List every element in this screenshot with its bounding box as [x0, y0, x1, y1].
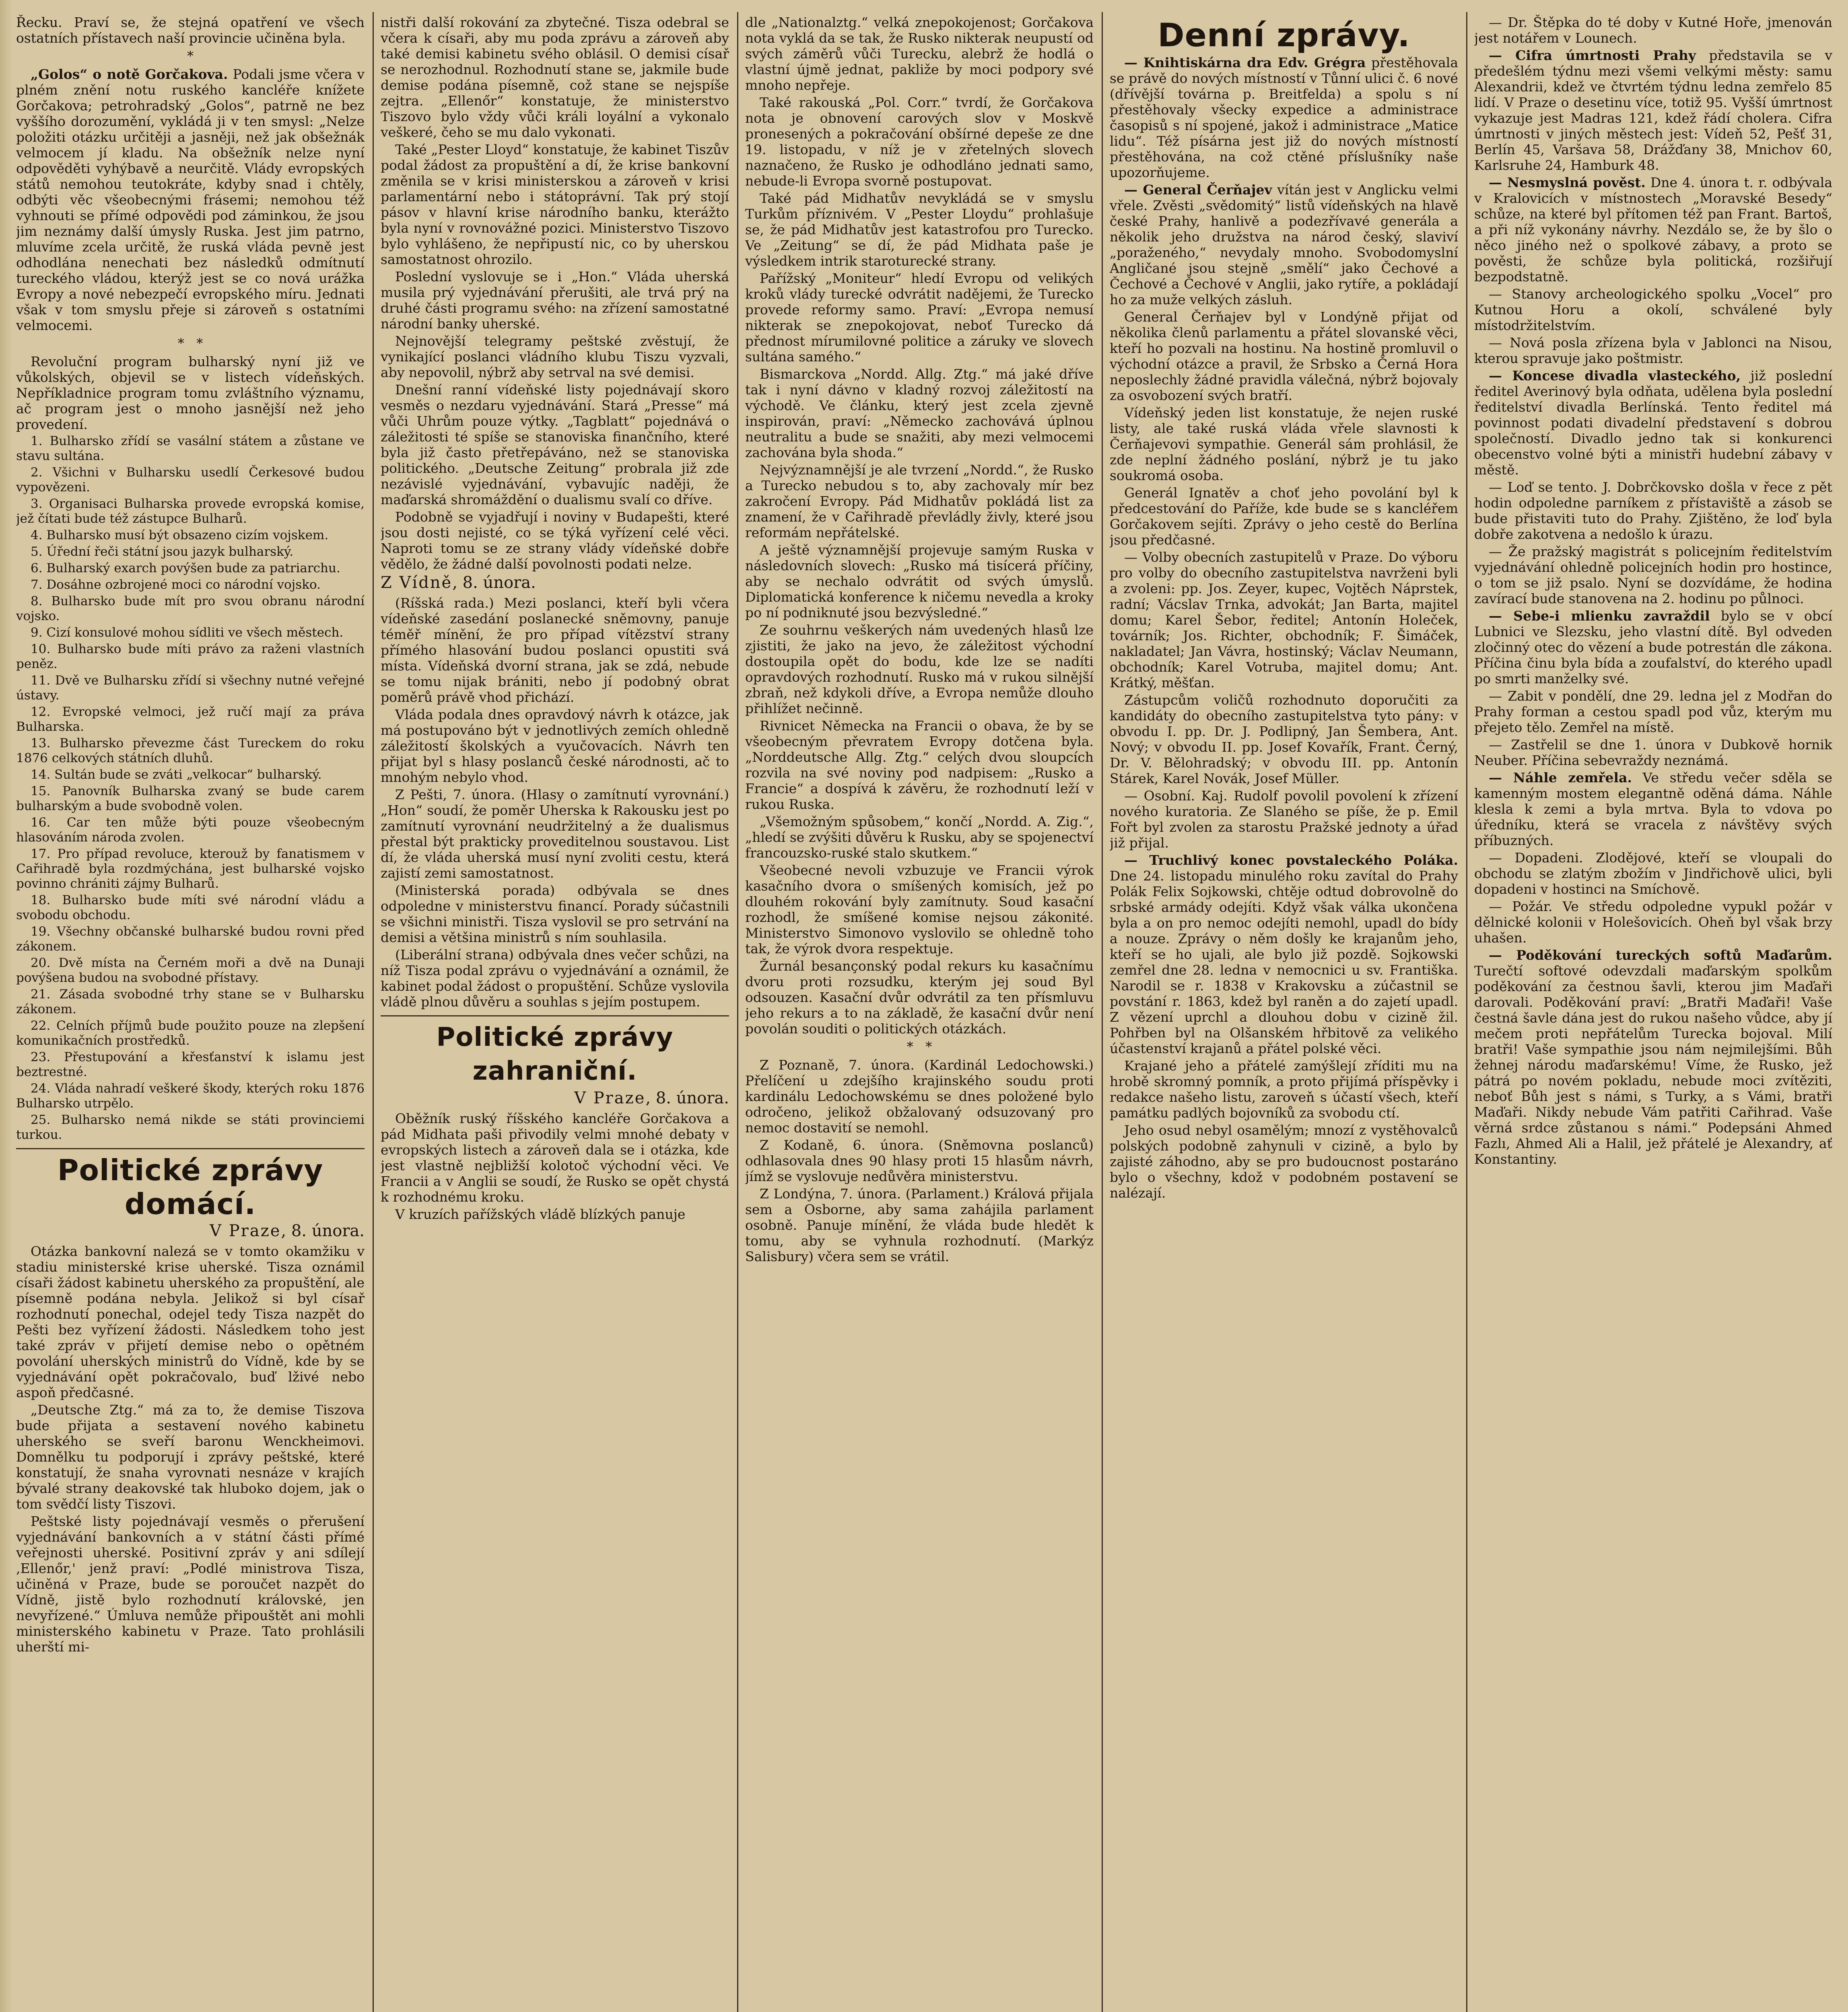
article-text: Z Kodaně, 6. února. (Sněmovna poslanců) odhlasovala dnes 90 hlasy proti 15 hlasům návrh, jímž se vyslovuje nedůvěra ministerstvu.	[745, 1137, 1094, 1184]
article-text: Rivnicet Německa na Francii o obava, že by se všeobecným převratem Evropy dotčena byla. „Norddeutsche Allg. Ztg.“ celých dvou sloupcích rozvila na své noviny pod nadpisem: „Rusko a Francie“ a dospívá k závěru, že rozhodnutí leží v rukou Ruska.	[745, 718, 1094, 812]
article-text	[1474, 368, 1832, 478]
article-text: Vláda podala dnes opravdový návrh k otázce, jak má postupováno být v jednotlivých zemích ohledně záležitostí školských a vyučovacích. Návrh ten přijat byl s hlasy poslanců české národnosti, ač to mnohým nebylo vhod.	[381, 707, 729, 785]
section-title-foreign: Politické zprávy zahraniční.	[436, 1022, 674, 1086]
article-text: Podobně se vyjadřují i noviny v Budapešti, které jsou dosti nejisté, co se týká vyřízení celé věci. Naproti tomu se ze strany vlády vídeňské dobře vědělo, že žádné další povolnosti podati nelze.	[381, 509, 729, 572]
article-text	[16, 66, 365, 333]
article-text: „Všemožným spůsobem,“ končí „Nordd. A. Zig.“, „hledí se zvýšiti důvěru k Rusku, aby se spojenectví francouzsko-ruské stalo skutkem.“	[745, 814, 1094, 861]
column-2	[381, 14, 729, 2012]
article-text: (Ministerská porada) odbývala se dnes odpoledne v ministerstvu financí. Porady súčastnili se všichni ministři. Tisza vyslovil se pro setrvání na demisi a většina ministrů s ním souhlasila.	[381, 882, 729, 945]
list-item: 21. Zásada svobodné trhy stane se v Bulharsku zákonem.	[16, 987, 365, 1016]
list-item: 18. Bulharsko bude míti své národní vládu a svobodu obchodu.	[16, 893, 365, 922]
article-text: Krajané jeho a přátelé zamýšlejí zříditi mu na hrobě skromný pomník, a proto přijímá příspěvky i redakce našeho listu, zaroveň s účastí všech, kteří památku padlých bojovníků za svobodu ctí.	[1110, 1058, 1458, 1121]
list-item: 11. Dvě ve Bulharsku zřídí si všechny nutné veřejné ústavy.	[16, 673, 365, 703]
article-text	[1110, 182, 1458, 307]
list-item: 7. Dosáhne ozbrojené moci co národní vojsko.	[31, 577, 321, 592]
dateline: V Praze, 8. února.	[574, 1089, 729, 1107]
article-text: Řecku. Praví se, že stejná opatření ve všech ostatních přístavech naší provincie učiněna byla.	[16, 14, 365, 46]
article-text: Nejnovější telegramy peštské zvěstují, že vynikající poslanci vládního klubu Tiszu vyzvali, aby nepovolil, nýbrž aby setrval na své demisi.	[381, 333, 729, 380]
list-item: 23. Přestupování a křesťanství k islamu jest beztrestné.	[16, 1050, 365, 1079]
article-text: Z Poznaně, 7. února. (Kardinál Ledochowski.) Přelíčení u zdejšího krajinského soudu proti kardinálu Ledochowskému se dnes položené bylo odročeno, jelikož obžalovaný odsuzovaný pro nemoc dostavití se nemohl.	[745, 1057, 1094, 1136]
column-rule	[1466, 12, 1467, 2012]
list-item: 14. Sultán bude se zváti „velkocar“ bulharský.	[31, 767, 322, 782]
column-1: Řecku. Praví se, že stejná opatření ve všech ostatních přístavech naší provincie učiněna byla. * „Golos“ o notě Gorčakova. Podali jsme včera v plném znění notu ruského kancléře knížete Gorčakova; petrohradský „Golos“, patrně ne bez vyššího dorozumění, vykládá ji v ten smysl: „Nelze položiti otázku určitěji a jasněji, než jak obšežnák velmocem jí kladu. Na obšežník nelze nyní odpověděti vyhýbavě a neurčitě. Vlády evropských států nemohou teutokráte, kdyby snad i chtěly, odbýti věc všeobecnými frásemi; nemohou též vyhnouti se přímé odpovědi pod záminkou, že jsou jim neznámy další úmysly Ruska. Jest jim patrno, mluvíme zcela určitě, že ruská vláda pevně jest odhodlána nenechati bez následků odmítnutí tureckého vládou, kterýž jest se co nová urážka Evropy a nové nebezpečí evropského míru. Jednati však v tom smyslu přeje si zároveň s ostatními velmocemi. * * Revoluční program bulharský nyní již ve vůkolských, objevil se v listech vídeňských. Nepříkladnice program tomu zvláštního významu, ač program jest o mnoho jasnější než jeho provedení. 1. Bulharsko zřídí se vasální státem a zůstane ve stavu sultána. 2. Všichni v Bulharsku usedlí Čerkesové budou vypovězeni. 3. Organisaci Bulharska provede evropská komise, jež čítati bude též zástupce Bulharů. 4. Bulharsko musí být obsazeno cizím vojskem. 5. Úřední řeči státní jsou jazyk bulharský. 6. Bulharský exarch povýšen bude za patriarchu. 7. Dosáhne ozbrojené moci co národní vojsko. 8. Bulharsko bude mít pro svou obranu národní vojsko. 9. Cizí konsulové mohou sídliti ve všech městech. 10. Bulharsko bude míti právo za raženi vlastních peněz. 11. Dvě ve Bulharsku zřídí si všechny nutné veřejné ústavy. 12. Evropské velmoci, jež ručí mají za práva Bulharska. 13. Bulharsko převezme část Tureckem do roku 1876 celkových státních dluhů. 14. Sultán bude se zváti „velkocar“ bulharský. 15. Panovník Bulharska zvaný se bude carem bulharským a bude svobodně volen. 16. Car ten může býti pouze všeobecným hlasováním národa zvolen. 17. Pro případ revoluce, kterouž by fanatismem v Cařihradě byla rozdmýchána, jest bulharské vojsko povinno chrániti zájmy Bulharů. 18. Bulharsko bude míti své národní vládu a svobodu obchodu. 19. Všechny občanské bulharské budou rovni před zákonem. 20. Dvě místa na Černém moři a dvě na Dunaji povýšena budou na svobodné přístavy. 21. Zásada svobodné trhy stane se v Bulharsku zákonem. 22. Celních příjmů bude použito pouze na zlepšení komunikačních prostředků. 23. Přestupování a křesťanství k islamu jest beztrestné. 24. Vláda nahradí veškeré škody, kterých roku 1876 Bulharsko utrpělo. 25. Bulharsko nemá nikde se státi provinciemi turkou. Politické zprávy domácí. V Praze, 8. února. Otázka bankovní nalezá se v tomto okamžiku v stadiu ministerské krise uherské. Tisza oznámil císaři žádost kabinetu uherského za propuštění, ale písemně podána nebyla. Jelikož si byl císař rozhodnutí ponechal, odejel tedy Tisza nazpět do Pešti bez vyřízení žádosti. Následkem toho jest také zpráv v přijetí demise nebo o opětném povolání uherských ministrů do Vídně, kde by se vyjednávání opět pokračovalo, buď lživé nebo aspoň předčasné. „Deutsche Ztg.“ má za to, že demise Tiszova bude přijata a sestavení nového kabinetu uherského se sveří baronu Wenckheimovi. Domnělku tu podporují i zprávy peštské, které konstatují, že snaha vyrovnati nesnáze v krajích bývalé strany deakovské tak hluboko dojem, jak o tom svědčí listy Tiszovi. Peštské listy pojednávají vesměs o přerušení vyjednávání bankovních a v státní části přímé veřejnosti uherské. Positivní zpráv y ani sdílejí ,Ellenőr,' jenž praví: „Podlé ministrova Tisza, učiněná v Praze, bude se poroučet nazpět do Vídně, jistě bylo rozhodnutí královské, jen nevyřízené.“ Úmluva nemůže připouštět ani mohli ministerského kabinetu v Praze. Tato prohlásili uherští mi-	[16, 14, 365, 1655]
list-item: 20. Dvě místa na Černém moři a dvě na Dunaji povýšena budou na svobodné přístavy.	[16, 956, 365, 985]
program-list	[16, 434, 365, 1142]
article-text	[1474, 770, 1832, 848]
list-item: 2. Všichni v Bulharsku usedlí Čerkesové budou vypovězeni.	[16, 465, 365, 495]
dateline: Z Vídně, 8. února.	[381, 573, 536, 592]
article-text: Z Londýna, 7. února. (Parlament.) Králová přijala sem a Osborne, aby sama zahájila parlament osobně. Panuje mínění, že vláda bude hledět k tomu, aby se vyhnula rozhodnutí. (Markýz Salisbury) včera sem se vrátil.	[745, 1186, 1094, 1264]
dateline: V Praze, 8. února.	[210, 1222, 365, 1240]
article-body: Dne 4. února t. r. odbývala v Kralovicích v místnostech „Moravské Besedy“ schůze, na které byl přítomen též pan Frant. Bartoš, a při níž vykonány návrhy. Nezdálo se, že by šlo o něco jiného než o spolkové zábavy, a proto se pověsti, že schůze byla politická, rozšiřují bezpodstatně.	[1474, 175, 1832, 284]
article-text: — Zabit v pondělí, dne 29. ledna jel z Modřan do Prahy forman a cestou spadl pod vůz, kterým mu přejeto tělo. Zemřel na místě.	[1474, 688, 1832, 735]
column-3: dle „Nationalztg.“ velká znepokojenost; Gorčakova nota vyklá da se tak, že Rusko nikterak neupustí od svých záměrů vůči Turecku, alebrž že hodlá o vlastní újmě jednat, pakliže by moci podpory své mnoho nepřeje. Také rakouská „Pol. Corr.“ tvrdí, že Gorčakova nota je obnovení carových slov v Moskvě pronesených a pokračování obšírné depeše ze dne 19. listopadu, v níž je v zřetelných slovech naznačeno, že Rusko je odhodláno jednati samo, nebude-li Evropa svorně postupovat. Také pád Midhatův nevykládá se v smyslu Turkům příznivém. V „Pester Lloydu“ prohlašuje se, že pád Midhatův jest katastrofou pro Turecko. Ve „Zeitung“ se dí, že pád Midhata paše je výsledkem intrik staroturecké strany. Pařížský „Moniteur“ hledí Evropu od velikých kroků vlády turecké odvrátit nadějemi, že Turecko provede reformy samo. Praví: „Evropa nemusí nikterak se znepokojovat, neboť Turecko dá přednost mírumilovné politice a záruky ve slovech sultána samého.“ Bismarckova „Nordd. Allg. Ztg.“ má jaké dříve tak i nyní dávno v kladný rozvoj záležitostí na východě. Ve článku, který jest zcela zjevně inspirován, praví: „Německo zachovává úplnou neutralitu a bude se snažiti, aby mezi velmocemi zachována byla shoda.“ Nejvýznamnější je ale tvrzení „Nordd.“, že Rusko a Turecko nebudou s to, aby zachovaly mír bez zakročení Evropy. Pád Midhatův pokládá list za znamení, že v Cařihradě převládly živly, které jsou reformám nepřátelské. A ještě významnější projevuje samým Ruska v následovních slovech: „Rusko má tisícerá příčiny, aby se nechalo odvrátit od svých úmyslů. Diplomatická konference k ničemu nevedla a kroky po ní podniknuté jsou bezvýsledné.“ Ze souhrnu veškerých nám uvedených hlasů lze zjistiti, že jako na jevo, že záležitost východní dostoupila opět do bodu, kde lze se nadíti opravdových rozhodnutí. Rusko má v rukou silnější zbraň, než kdykoli dříve, a Evropa nemůže dlouho přihlížet nečinně. Rivnicet Německa na Francii o obava, že by se všeobecným převratem Evropy dotčena byla. „Norddeutsche Allg. Ztg.“ celých dvou sloupcích rozvila na své noviny pod nadpisem: „Rusko a Francie“ a dospívá k závěru, že rozhodnutí leží v rukou Ruska. „Všemožným spůsobem,“ končí „Nordd. A. Zig.“, „hledí se zvýšiti důvěru k Rusku, aby se spojenectví francouzsko-ruské stalo skutkem.“ Všeobecné nevoli vzbuzuje ve Francii výrok kasačního dvora o smíšených komisích, jež po dlouhém rokování byly zamítnuty. Soud kasační rozhodl, že smíšené komise nejsou zákonité. Ministerstvo Simonovo vyslovilo se ohledně toho tak, že výrok dvora respektuje. Žurnál besançonský podal rekurs ku kasačnímu dvoru proti rozsudku, kterým jej soud Byl odsouzen. Kasační dvůr odvrátil za ten přísmluvu jeho rekurs a to na základě, že kasační dvůr není povolán souditi o politických otázkách. * * Z Poznaně, 7. února. (Kardinál Ledochowski.) Přelíčení u zdejšího krajinského soudu proti kardinálu Ledochowskému se dnes položené bylo odročeno, jelikož obžalovaný odsuzovaný pro nemoc dostavití se nemohl. Z Kodaně, 6. února. (Sněmovna poslanců) odhlasovala dnes 90 hlasy proti 15 hlasům návrh, jímž se vyslovuje nedůvěra ministerstvu. Z Londýna, 7. února. (Parlament.) Králová přijala sem a Osborne, aby sama zahájila parlament osobně. Panuje mínění, že vláda bude hledět k tomu, aby se vyhnula rozhodnutí. (Markýz Salisbury) včera sem se vrátil.	[745, 14, 1094, 1264]
page-edge	[0, 0, 12, 2012]
article-text: nistři další rokování za zbytečné. Tisza odebral se včera k císaři, aby mu poda zprávu a zároveň aby také demisi kabinetu svého oblásil. O demisi císař se nerozhodnul. Rozhodnutí stane se, jakmile bude demise podána písemně, což stane se nejspíše zejtra. „Ellenőr“ konstatuje, že ministerstvo Tiszovo bylo vždy vůči králi loyální a vykonalo veškeré, čeho se mu dalo vykonati.	[381, 14, 729, 140]
article-body: Podali jsme včera v plném znění notu ruského kancléře knížete Gorčakova; petrohradský „Golos“, patrně ne bez vyššího dorozumění, vykládá ji v ten smysl: „Nelze položiti otázku určitěji a jasněji, než jak obšežnák velmocem jí kladu. Na obšežník nelze nyní odpověděti vyhýbavě a neurčitě. Vlády evropských států nemohou teutokráte, kdyby snad i chtěly, odbýti věc všeobecnými frásemi; nemohou též vyhnouti se přímé odpovědi pod záminkou, že jsou jim neznámy další úmysly Ruska. Jest jim patrno, mluvíme zcela určitě, že ruská vláda pevně jest odhodlána nenechati bez následků odmítnutí tureckého vládou, kterýž jest se co nová urážka Evropy a nové nebezpečí evropského míru. Jednati však v tom smyslu přeje si zároveň s ostatními velmocemi.	[16, 66, 365, 333]
list-item: 19. Všechny občanské bulharské budou rovni před zákonem.	[16, 924, 365, 954]
list-item: 12. Evropské velmoci, jež ručí mají za práva Bulharska.	[16, 705, 365, 734]
article-text: Ze souhrnu veškerých nám uvedených hlasů lze zjistiti, že jako na jevo, že záležitost východní dostoupila opět do bodu, kde lze se nadíti opravdových rozhodnutí. Rusko má v rukou silnější zbraň, než kdykoli dříve, a Evropa nemůže dlouho přihlížet nečinně.	[745, 622, 1094, 716]
article-text: — Dr. Štěpka do té doby v Kutné Hoře, jmenován jest notářem v Lounech.	[1474, 14, 1832, 46]
article-text: Všeobecné nevoli vzbuzuje ve Francii výrok kasačního dvora o smíšených komisích, jež po dlouhém rokování byly zamítnuty. Soud kasační rozhodl, že smíšené komise nejsou zákonité. Ministerstvo Simonovo vyslovilo se ohledně toho tak, že výrok dvora respektuje.	[745, 862, 1094, 957]
list-item: 17. Pro případ revoluce, kterouž by fanatismem v Cařihradě byla rozdmýchána, jest bulharské vojsko povinno chrániti zájmy Bulharů.	[16, 847, 365, 891]
article-lead: — Sebe-i mlienku zavraždil	[1489, 608, 1710, 624]
article-text: Pařížský „Moniteur“ hledí Evropu od velikých kroků vlády turecké odvrátit nadějemi, že Turecko provede reformy samo. Praví: „Evropa nemusí nikterak se znepokojovat, neboť Turecko dá přednost mírumilovné politice a záruky ve slovech sultána samého.“	[745, 270, 1094, 365]
article-text: Také rakouská „Pol. Corr.“ tvrdí, že Gorčakova nota je obnovení carových slov v Moskvě pronesených a pokračování obšírné depeše ze dne 19. listopadu, v níž je v zřetelných slovech naznačeno, že Rusko je odhodláno jednati samo, nebude-li Evropa svorně postupovat.	[745, 95, 1094, 189]
column-rule	[1102, 12, 1103, 2012]
article-body: vítán jest v Anglicku velmi vřele. Zvěsti „svědomitý“ listů vídeňských na hlavě české Prahy, hanlivě a podezřívavé generála a několik jeho družstva na národ český, slaviví „poraženého,“ nevydaly mnoho. Svobodomyslní Angličané jsou stejně „smělí“ jako Čechové a Čechové a Čechové v Anglii, jako rytíře, a pokládají ho za muže velkých zásluh.	[1110, 182, 1458, 307]
article-lead: — Náhle zemřela.	[1489, 770, 1632, 785]
article-text: — Požár. Ve středu odpoledne vypukl požár v dělnické kolonii v Holešovicích. Oheň byl však brzy uhašen.	[1474, 899, 1832, 946]
article-text: Vídeňský jeden list konstatuje, že nejen ruské listy, ale také ruská vláda vřele slavnosti k Čerňajevovi sympathie. Generál sám prohlásil, že zde neplní žádného poslání, nýbrž je tu jako soukromá osoba.	[1110, 405, 1458, 483]
list-item: 4. Bulharsko musí být obsazeno cizím vojskem.	[31, 528, 329, 542]
article-body: Dne 24. listopadu minulého roku zavítal do Prahy Polák Felix Sojkowski, chtěje odtud dobrovolně do srbské armády odejíti. Když však válka ukončena byla a on pro nemoc odejíti nemohl, upadl do bídy a nouze. Zprávy o něm došly ke krajanům jeho, kteří se ho ujali, ale bylo již pozdě. Sojkowski zemřel dne 28. ledna v nemocnici u sv. Františka. Narodil se r. 1838 v Krakovsku a zúčastnil se povstání r. 1863, kdež byl raněn a do zajetí upadl. Z vězení uprchl a dlouhou dobu v cizině žil. Pohřben byl na Olšanském hřbitově za velikého účastenství krajanů a přátel polské věci.	[1110, 868, 1458, 1056]
article-text: V kruzích pařížských vládě blízkých panuje	[395, 1206, 686, 1222]
article-text: Také pád Midhatův nevykládá se v smyslu Turkům příznivém. V „Pester Lloydu“ prohlašuje se, že pád Midhatův jest katastrofou pro Turecko. Ve „Zeitung“ se dí, že pád Midhata paše je výsledkem intrik staroturecké strany.	[745, 190, 1094, 269]
article-body: představila se v předešlém týdnu mezi všemi velkými městy: samu Alexandrii, kdež ve čtvrtém týdnu ledna zemřelo 85 lidí. V Praze o desetinu více, totiž 95. Vyšší úmrtnost vykazuje jest Madras 121, kdež řádí cholera. Cifra úmrtnosti v jiných městech jest: Vídeň 52, Pešť 31, Berlín 45, Varšava 58, Drážďany 38, Mnichov 60, Karlsruhe 24, Hamburk 48.	[1474, 47, 1832, 173]
article-text: A ještě významnější projevuje samým Ruska v následovních slovech: „Rusko má tisícerá příčiny, aby se nechalo odvrátit od svých úmyslů. Diplomatická konference k ničemu nevedla a kroky po ní podniknuté jsou bezvýsledné.“	[745, 542, 1094, 621]
article-text	[1474, 608, 1832, 686]
list-item: 8. Bulharsko bude mít pro svou obranu národní vojsko.	[16, 594, 365, 623]
list-item: 6. Bulharský exarch povýšen bude za patriarchu.	[31, 561, 340, 575]
list-item: 25. Bulharsko nemá nikde se státi provinciemi turkou.	[16, 1113, 365, 1142]
list-item: 1. Bulharsko zřídí se vasální státem a zůstane ve stavu sultána.	[16, 434, 365, 463]
section-title-daily: Denní zprávy.	[1158, 16, 1410, 54]
article-text: Revoluční program bulharský nyní již ve vůkolských, objevil se v listech vídeňských. Nepříkladnice program tomu zvláštního významu, ač program jest o mnoho jasnější než jeho provedení.	[16, 354, 365, 432]
article-text: — Dopadeni. Zlodějové, kteří se vloupali do obchodu se zlatým zbožím v Jindřichově ulici, byli dopadeni v hostinci na Smíchově.	[1474, 850, 1832, 897]
article-text	[1474, 175, 1832, 284]
article-text: Také „Pester Lloyd“ konstatuje, že kabinet Tiszův podal žádost za propuštění a dí, že krise bankovní změnila se v krisi ministerskou a zároveň v krisi parlamentární nebo i státoprávní. Tak prý stojí pásov v hlavní krise národního banku, kterážto byla nyní v rovnovážné pozici. Ministerstvo Tiszovo bylo vyhlášeno, že nepřipustí nic, co by uherskou samostatnost ohrozilo.	[381, 142, 729, 267]
article-text	[1474, 947, 1832, 1167]
list-item: 16. Car ten může býti pouze všeobecným hlasováním národa zvolen.	[16, 815, 365, 845]
article-text: Žurnál besançonský podal rekurs ku kasačnímu dvoru proti rozsudku, kterým jej soud Byl odsouzen. Kasační dvůr odvrátil za ten přísmluvu jeho rekurs a to na základě, že kasační dvůr není povolán souditi o politických otázkách.	[745, 958, 1094, 1037]
article-text: dle „Nationalztg.“ velká znepokojenost; Gorčakova nota vyklá da se tak, že Rusko nikterak neupustí od svých záměrů vůči Turecku, alebrž že hodlá o vlastní újmě jednat, pakliže by moci podpory své mnoho nepřeje.	[745, 14, 1094, 93]
article-text: (Ríšská rada.) Mezi poslanci, kteří byli včera vídeňské zasedání poslanecké sněmovny, panuje téměř mínění, že pro případ vítězství strany přímého hlasování budou poslanci opustiti svá místa. Vídeňská dvorní strana, jak se zdá, nebude se tomu nijak brániti, nebo jí podobný obrat poměrů právě vhod přichází.	[381, 595, 729, 705]
article-body: Ve středu večer sděla se kamenným mostem elegantně oděná dáma. Náhle klesla k zemi a byla mrtva. Byla to vdova po úředníku, která se vracela z návštěvy svých příbuzných.	[1474, 770, 1832, 848]
list-item: 24. Vláda nahradí veškeré škody, kterých roku 1876 Bulharsko utrpělo.	[16, 1081, 365, 1111]
article-text: Peštské listy pojednávají vesměs o přerušení vyjednávání bankovních a v státní části přímé veřejnosti uherské. Positivní zpráv y ani sdílejí ,Ellenőr,' jenž praví: „Podlé ministrova Tisza, učiněná v Praze, bude se poroučet nazpět do Vídně, jistě bylo rozhodnutí královské, jen nevyřízené.“ Úmluva nemůže připouštět ani mohli ministerského kabinetu v Praze. Tato prohlásili uherští mi-	[16, 1513, 365, 1655]
article-text: „Deutsche Ztg.“ má za to, že demise Tiszova bude přijata a sestavení nového kabinetu uherského se sveří baronu Wenckheimovi. Domnělku tu podporují i zprávy peštské, které konstatují, že snaha vyrovnati nesnáze v krajích bývalé strany deakovské tak hluboko dojem, jak o tom svědčí listy Tiszovi.	[16, 1402, 365, 1512]
article-lead: — Truchlivý konec povstaleckého Poláka.	[1124, 852, 1458, 868]
article-text: — Loď se tento. J. Dobrčkovsko došla v řece z pět hodin odpoledne parníkem z přístaviště a zásob se bude přistaviti tuto do Prahy. Zjištěno, že loď byla dobře zakotvena a nedošlo k úrazu.	[1474, 479, 1832, 542]
divider	[16, 1148, 365, 1149]
article-text: Dnešní ranní vídeňské listy pojednávají skoro vesměs o nezdaru vyjednávání. Stará „Presse“ má vůči Uhrům pouze výtky. „Tagblatt“ pojednává o záležitosti té spíše se stanoviska finančního, které byla již často přetřepáváno, než se stanoviska politického. „Deutsche Zeitung“ probrala již zde nezávislé vyjednávání, vybavujíc naději, že maďarská shromáždění o dualismu svalí co dříve.	[381, 382, 729, 507]
column-4	[1110, 14, 1458, 2012]
article-text	[1110, 55, 1458, 180]
list-item: 5. Úřední řeči státní jsou jazyk bulharský.	[31, 544, 294, 559]
list-item: 15. Panovník Bulharska zvaný se bude carem bulharským a bude svobodně volen.	[16, 784, 365, 813]
article-lead: — Poděkování tureckých softů Maďarům.	[1489, 947, 1832, 963]
article-lead: — Cifra úmrtnosti Prahy	[1489, 47, 1696, 63]
article-text: Generál Ignatěv a choť jeho povolání byl k předcestování do Paříže, kde bude se s kancléřem Gorčakovem sejíti. Zprávy o jeho cestě do Berlína jsou předčasné.	[1110, 485, 1458, 548]
article-text	[1474, 47, 1832, 173]
article-lead: — Koncese divadla vlasteckého,	[1489, 368, 1741, 383]
article-body: již poslední ředitel Averinový byla odňata, udělena byla poslední ředitelství divadla Berlínská. Tento ředitel má povinnost podati divadelní představení s dobrou společností. Divadlo jedno tak si konkurenci obecenstvo volné býti a ministři hudební zábavy v městě.	[1474, 368, 1832, 478]
divider	[381, 1015, 729, 1016]
article-text: — Volby obecních zastupitelů v Praze. Do výboru pro volby do obecního zastupitelstva navrženi byli a zvoleni: pp. Jos. Zeyer, kupec, Vojtěch Náprstek, radní; Vácslav Trnka, advokát; Jan Barta, majitel domu; Karel Šebor, ředitel; Antonín Holeček, továrník; Jos. Richter, obchodník; F. Šimáček, nakladatel; Jan Vávra, hostinský; Václav Neumann, obchodník; Karel Votruba, majitel domu; Ant. Krátký, měšťan.	[1110, 549, 1458, 691]
column-rule	[373, 12, 374, 2012]
article-body: Turečtí softové odevzdali maďarským spolkům poděkování za čestnou šavli, kterou jim Maďaři darovali. Poděkování praví: „Bratři Maďaři! Vaše čestná šavle dána jest do rukou našeho vůdce, aby jí mečem proti nepřátelům Turecka bojoval. Milí bratři! Vaše sympathie jsou nám nejmilejšími. Bůh žehnej národu maďarskému! Víme, že Rusko, jež pátrá po novém pokladu, nebude moci zvítěziti, neboť Bůh jest s námi, s Turky, a s Vámi, bratři Maďaři. Nikdy nebude Vám patřiti Cařihrad. Vaše věrná srdce zůstanou s námi.“ Podepsáni Ahmed Fazlı, Ahmed Ali a Halil, jež přátelé je Alexandry, ať Konstantiny.	[1474, 963, 1832, 1167]
article-text: — Že pražský magistrát s policejním ředitelstvím vyjednávání ohledně policejních hodin pro hostince, o tom se již psalo. Nyní se dozvídáme, že hodina zavírací bude stanovena na 2. hodinu po půlnoci.	[1474, 544, 1832, 606]
article-text: — Osobní. Kaj. Rudolf povolil povolení k zřízení nového kuratoria. Ze Slaného se píše, že p. Emil Fořt byl zvolen za starostu Pražské jednoty a úřad již přijal.	[1110, 788, 1458, 851]
article-text: Zástupcům voličů rozhodnuto doporučiti za kandidáty do obecního zastupitelstva tyto pány: v obvodu I. pp. Dr. J. Podlipný, Jan Šembera, Ant. Nový; v obvodu II. pp. Josef Kovařík, Frant. Černý, Dr. V. Bělohradský; v obvodu III. pp. Antonín Stárek, Karel Novák, Josef Müller.	[1110, 692, 1458, 786]
list-item: 9. Cizí konsulové mohou sídliti ve všech městech.	[31, 625, 344, 640]
article-text: Oběžník ruský říšského kancléře Gorčakova a pád Midhata paši přivodily velmi mnohé debaty v evropských listech a zároveň dala se i otázka, kde jest vlastně nejbližší kolotoč východní věci. Ve Francii a v Anglii se soudí, že Rusko se opět chystá k rozhodnému kroku.	[381, 1111, 729, 1205]
article-text: Bismarckova „Nordd. Allg. Ztg.“ má jaké dříve tak i nyní dávno v kladný rozvoj záležitostí na východě. Ve článku, který jest zcela zjevně inspirován, praví: „Německo zachovává úplnou neutralitu a bude se snažiti, aby mezi velmocemi zachována byla shoda.“	[745, 366, 1094, 460]
article-lead: „Golos“ o notě Gorčakova.	[31, 66, 228, 82]
article-text: Poslední vyslovuje se i „Hon.“ Vláda uherská musila prý vyjednávání přerušiti, ale trvá prý na druhé části programu svého: na zřízení samostatné národní banky uherské.	[381, 269, 729, 332]
article-text: Otázka bankovní nalezá se v tomto okamžiku v stadiu ministerské krise uherské. Tisza oznámil císaři žádost kabinetu uherského za propuštění, ale písemně podána nebyla. Jelikož si byl císař rozhodnutí ponechal, odejel tedy Tisza nazpět do Pešti bez vyřízení žádosti. Následkem toho jest také zpráv v přijetí demise nebo o opětném povolání uherských ministrů do Vídně, kde by se vyjednávání opět pokračovalo, buď lživé nebo aspoň předčasné.	[16, 1243, 365, 1400]
column-5	[1474, 14, 1832, 2012]
article-text: — Stanovy archeologického spolku „Vocel“ pro Kutnou Horu a okolí, schválené byly místodržitelstvím.	[1474, 286, 1832, 333]
article-text: (Liberální strana) odbývala dnes večer schůzi, na níž Tisza podal zprávu o vyjednávání a oznámil, že kabinet podal žádost o propuštění. Schůze vyslovila vládě plnou důvěru a souhlas s jejím postupem.	[381, 947, 729, 1010]
article-lead: — General Čerňajev	[1124, 182, 1272, 198]
section-title-domestic: Politické zprávy domácí.	[57, 1153, 323, 1221]
list-item: 3. Organisaci Bulharska provede evropská komise, jež čítati bude též zástupce Bulharů.	[16, 497, 365, 526]
article-body: bylo se v obcí Lubnici ve Slezsku, jeho vlastní dítě. Byl odveden zločinný otec do vězení a bude potrestán dle zákona. Příčina činu byla bída a zoufalství, do kterého upadl po smrti manželky své.	[1474, 608, 1832, 686]
article-text: — Nová posla zřízena byla v Jablonci na Nisou, kterou spravuje jako poštmistr.	[1474, 335, 1832, 366]
article-text: Jeho osud nebyl osamělým; mnozí z vystěhovalců polských podobně zahynuli v cizině, a bylo by zajisté záhodno, aby se pro budoucnost postaráno bylo o všechny, kdož v podobném postavení se nalézají.	[1110, 1122, 1458, 1201]
article-lead: — Knihtiskárna dra Edv. Grégra	[1124, 55, 1366, 70]
list-item: 10. Bulharsko bude míti právo za raženi vlastních peněz.	[16, 642, 365, 671]
article-text	[1110, 852, 1458, 1056]
article-text: Nejvýznamnější je ale tvrzení „Nordd.“, že Rusko a Turecko nebudou s to, aby zachovaly mír bez zakročení Evropy. Pád Midhatův pokládá list za znamení, že v Cařihradě převládly živly, které jsou reformám nepřátelské.	[745, 462, 1094, 540]
article-text: — Zastřelil se dne 1. února v Dubkově hornik Neuber. Příčina sebevraždy neznámá.	[1474, 737, 1832, 768]
article-lead: — Nesmyslná pověst.	[1489, 175, 1646, 190]
column-rule	[737, 12, 738, 2012]
article-text: General Čerňajev byl v Londýně přijat od několika členů parlamentu a přátel slovanské věci, kteří ho pozvali na hostinu. Na hostině promluvil o východní otázce a pravil, že Srbsko a Černá Hora neposlechly žádné pravidla válečná, nýbrž bojovaly za osvobození svých bratří.	[1110, 309, 1458, 403]
list-item: 22. Celních příjmů bude použito pouze na zlepšení komunikačních prostředků.	[16, 1018, 365, 1048]
article-text: Z Pešti, 7. února. (Hlasy o zamítnutí vyrovnání.) „Hon“ soudí, že poměr Uherska k Rakousku jest po zamítnutí vyrovnání neudržitelný a že dualismus přestal být prakticky proveditelnou soustavou. List dí, že vláda uherská musí nyní zvoliti cestu, která zajistí zemi samostatnost.	[381, 787, 729, 881]
article-body: přestěhovala se právě do nových místností v Tůnní ulici č. 6 nové (dřívější továrna p. Breitfelda) a spolu s ní přestěhovaly všecky expedice a administrace časopisů s ní spojené, jakož i administrace „Matice lidu“. Též písárna jest již do nových místností přestěhována, na což ctěné příslušníky naše upozorňujeme.	[1110, 55, 1458, 180]
list-item: 13. Bulharsko převezme část Tureckem do roku 1876 celkových státních dluhů.	[16, 736, 365, 765]
